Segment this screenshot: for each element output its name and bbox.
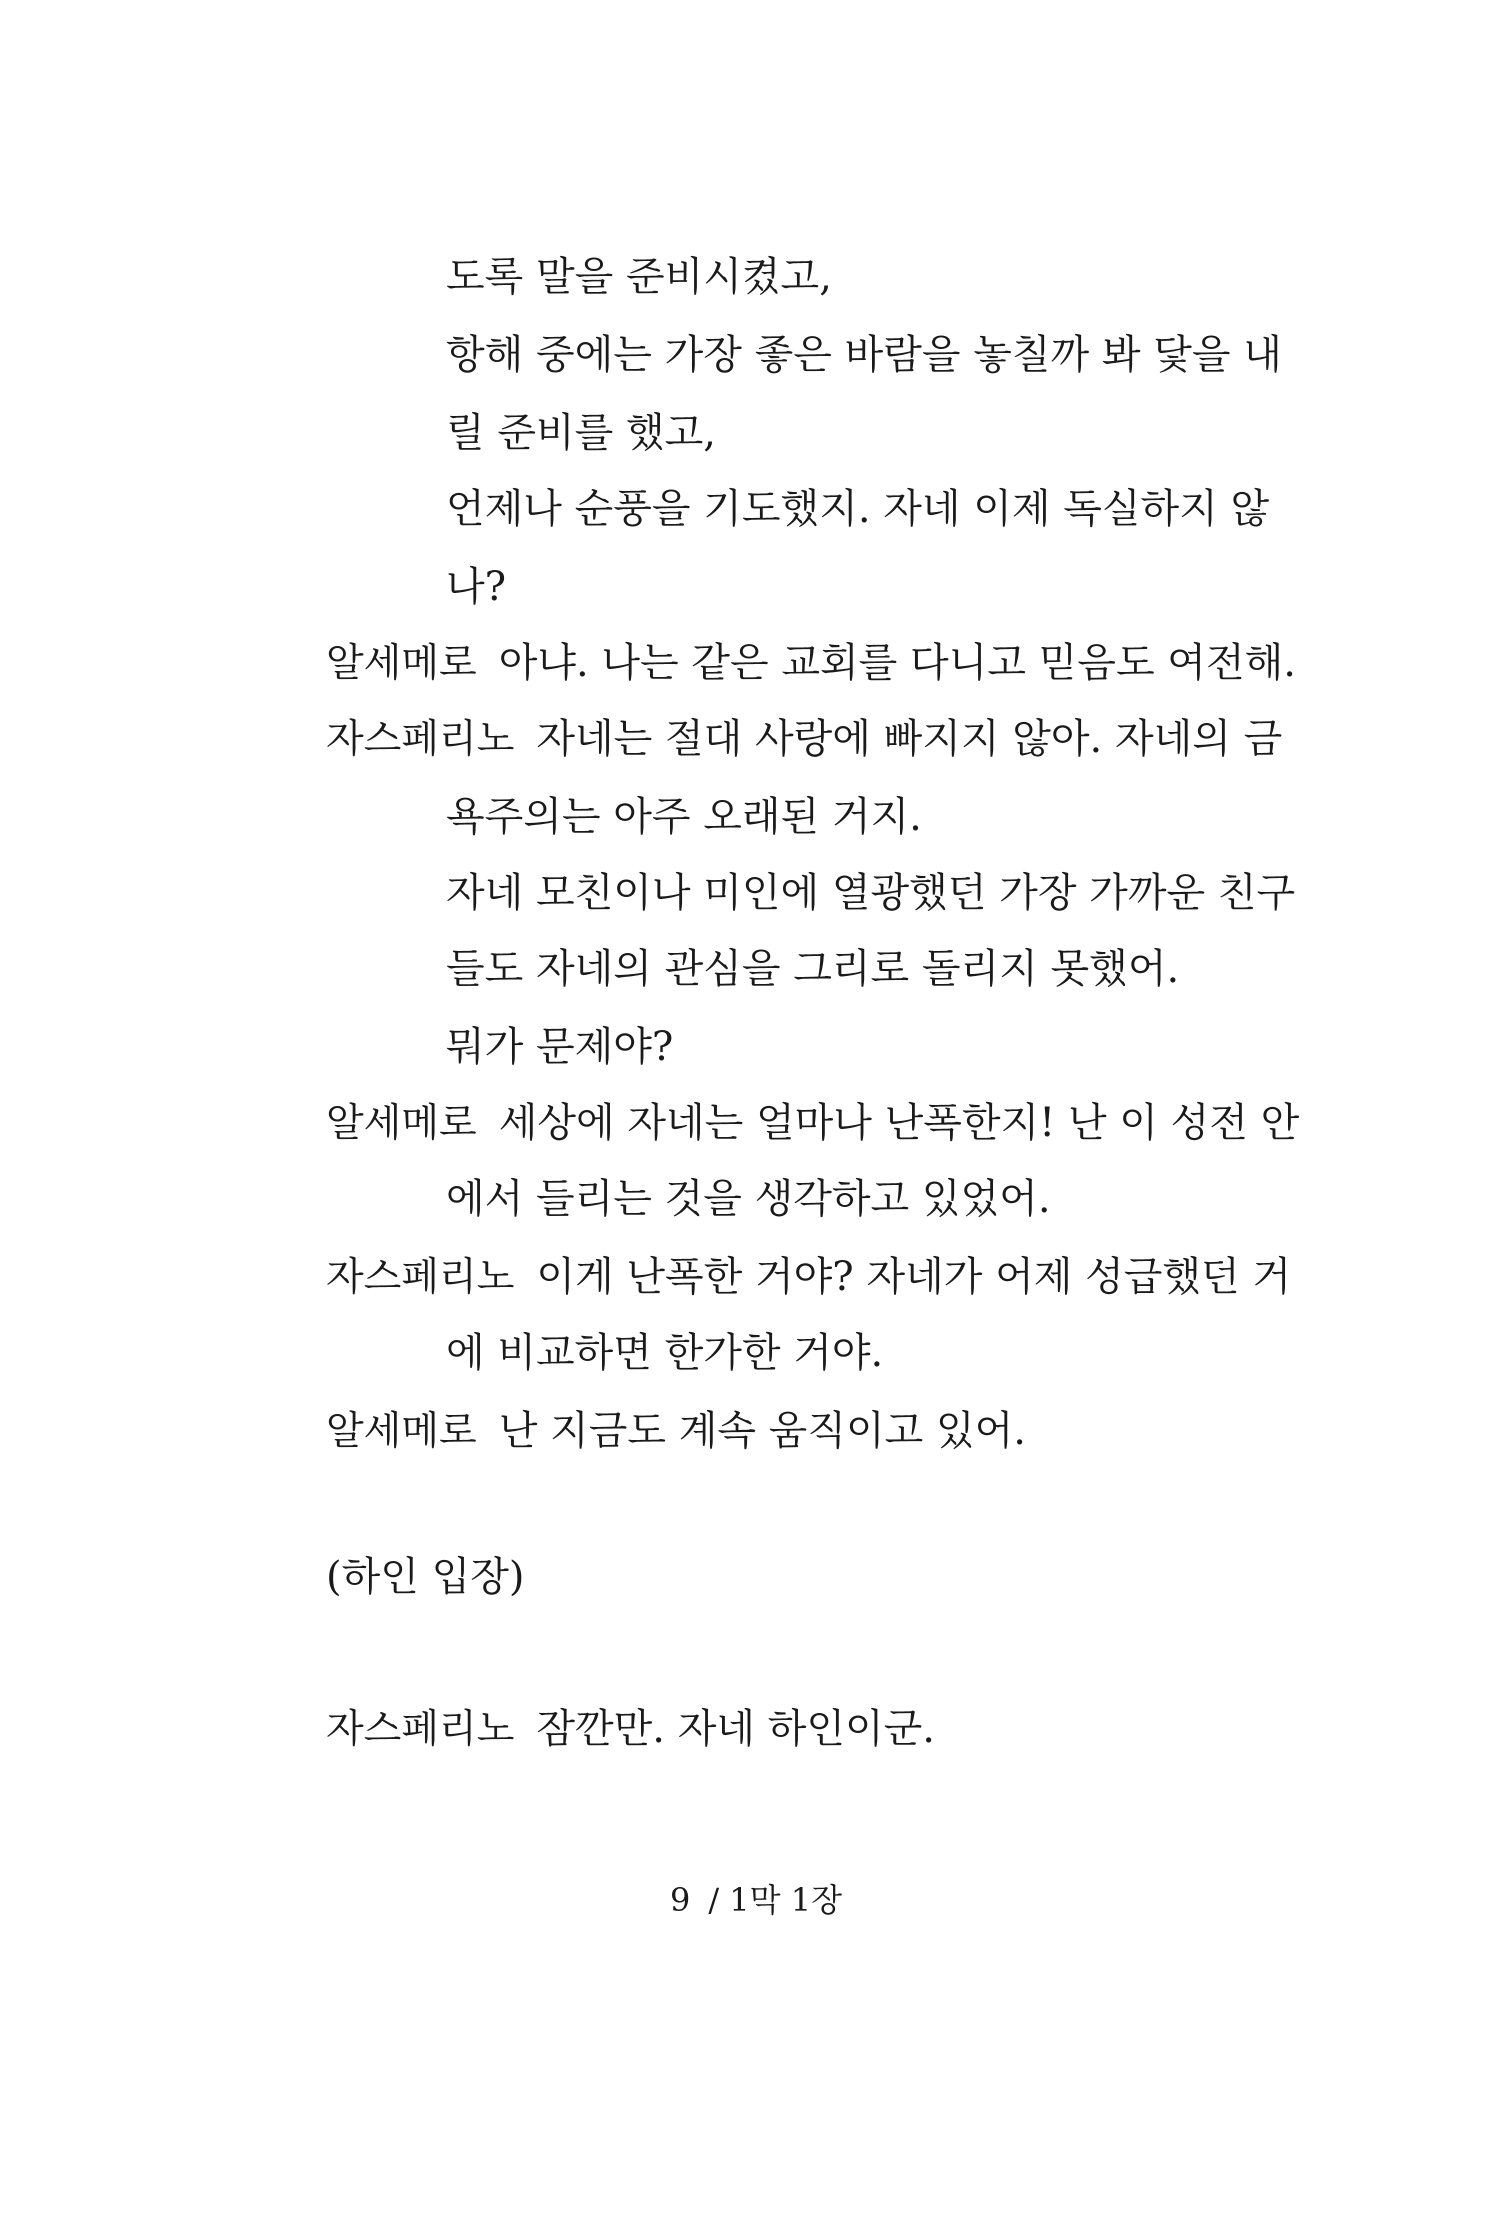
speaker-name: 자스페리노 — [326, 717, 515, 762]
speaker-name: 알세메로 — [326, 1101, 477, 1146]
speech-text: 이게 난폭한 거야? 자네가 어제 성급했던 거 — [536, 1254, 1291, 1300]
speaker-name: 알세메로 — [326, 1409, 477, 1454]
speech-text: 자네는 절대 사랑에 빠지지 않아. 자네의 금 — [536, 716, 1283, 762]
dialogue-line — [326, 712, 1282, 767]
speaker-name: 자스페리노 — [326, 1707, 515, 1752]
section-label: 1막 1장 — [729, 1881, 843, 1919]
dialogue-line — [326, 1702, 935, 1757]
dialogue-line — [326, 1404, 1026, 1459]
footer-separator: / — [708, 1881, 720, 1919]
dialogue-continuation-line: 항해 중에는 가장 좋은 바람을 놓칠까 봐 닻을 내 — [446, 332, 1282, 378]
stage-direction: (하인 입장) — [326, 1554, 525, 1600]
dialogue-continuation-line: 욕주의는 아주 오래된 거지. — [446, 794, 922, 840]
dialogue-line — [326, 636, 1296, 691]
dialogue-continuation-line: 도록 말을 준비시켰고, — [446, 254, 832, 300]
page-number: 9 — [669, 1881, 691, 1919]
speech-text: 세상에 자네는 얼마나 난폭한지! 난 이 성전 안 — [498, 1100, 1300, 1146]
dialogue-line — [326, 1096, 1299, 1151]
dialogue-continuation-line: 에 비교하면 한가한 거야. — [446, 1330, 884, 1376]
dialogue-continuation-line: 릴 준비를 했고, — [446, 410, 716, 456]
dialogue-continuation-line: 뭐가 문제야? — [446, 1024, 674, 1070]
speech-text: 난 지금도 계속 움직이고 있어. — [498, 1408, 1026, 1454]
dialogue-continuation-line: 언제나 순풍을 기도했지. 자네 이제 독실하지 않 — [446, 486, 1270, 532]
page-footer — [0, 1878, 1512, 1922]
speaker-name: 알세메로 — [326, 641, 477, 686]
speech-text: 잠깐만. 자네 하인이군. — [536, 1706, 935, 1752]
dialogue-line — [326, 1250, 1291, 1305]
speaker-name: 자스페리노 — [326, 1255, 515, 1300]
speech-text: 아냐. 나는 같은 교회를 다니고 믿음도 여전해. — [498, 640, 1296, 686]
dialogue-continuation-line: 들도 자네의 관심을 그리로 돌리지 못했어. — [446, 946, 1180, 992]
dialogue-continuation-line: 자네 모친이나 미인에 열광했던 가장 가까운 친구 — [446, 870, 1296, 916]
dialogue-continuation-line: 에서 들리는 것을 생각하고 있었어. — [446, 1176, 1051, 1222]
dialogue-continuation-line: 나? — [446, 564, 507, 610]
